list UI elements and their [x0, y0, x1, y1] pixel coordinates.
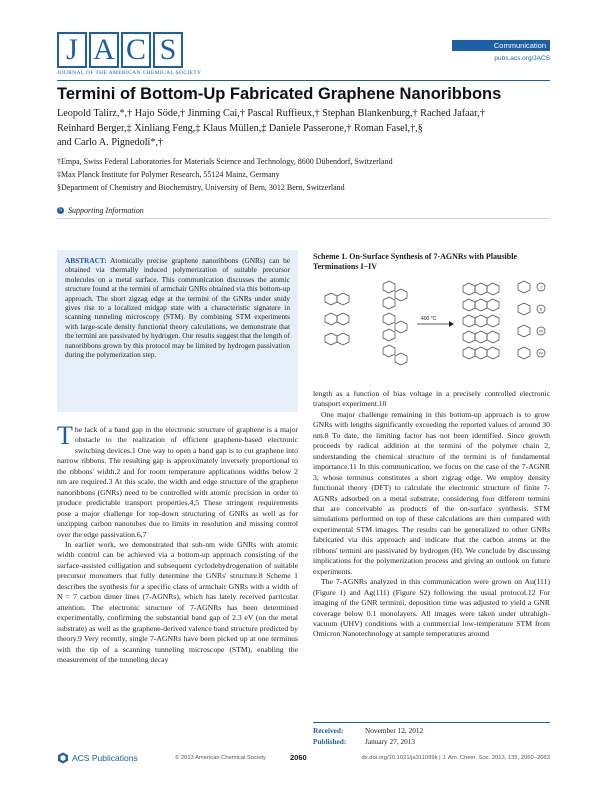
polymer-chain	[383, 281, 407, 365]
termination-label-i: I	[540, 284, 542, 290]
journal-name: JOURNAL OF THE AMERICAN CHEMICAL SOCIETY	[57, 70, 202, 76]
abstract-label: ABSTRACT:	[65, 256, 107, 265]
termination-label-iv: IV	[539, 350, 543, 356]
logo-letter-c: C	[121, 32, 151, 68]
published-label: Published:	[313, 736, 347, 746]
doi-citation[interactable]: dx.doi.org/10.1021/ja311099k | J. Am. Chem. Soc. 2013, 135, 2060−2063	[361, 755, 550, 761]
article-title: Termini of Bottom-Up Fabricated Graphene Nanoribbons	[57, 85, 502, 103]
termination-label-ii: II	[539, 306, 543, 312]
author-list	[57, 107, 550, 151]
paragraph: The lack of a band gap in the electronic structure of graphene is a major obstacle to the realization of efficient graphene-based electronic switching devices.1 One way to open a band gap is to cut graphene into narrow ribbons. The resulting gap is approximately inversely proportional to the ribbons' width,2 and for room temperature applications widths below 2 nm are required.3 At this scale, the width and edge structure of the graphene nanoribbons (GNRs) need to be controlled with atomic precision in order to produce predictable transport properties.4,5 These stringent requirements pose a major challenge for top-down structuring of GNRs as well as for unzipping carbon nanotubes due to limits in resolution and missing control over the edge passivation.6,7	[57, 421, 298, 539]
supporting-info-icon: S	[57, 207, 64, 214]
affiliation-bern: §Department of Chemistry and Biochemistry, University of Bern, 3012 Bern, Switzerland	[57, 183, 345, 192]
precursor-molecules	[325, 293, 349, 345]
paragraph: length as a function of bias voltage in a precisely controlled electronic transport experiment.10	[313, 389, 550, 409]
graphene-nanoribbon	[463, 283, 499, 359]
abstract-text: Atomically precise graphene nanoribbons (GNRs) can be obtained via thermally induced polymerization of suitable precursor molecules on a metal surface. This communication discusses the atomic structure found at the termini of armchair GNRs obtained via this bottom-up approach. The short zigzag edge at the termini of the GNRs under study gives rise to a localized midgap state with a characteristic signature in scanning tunneling microscopy (STM). By combining STM experiments with large-scale density functional theory calculations, we demonstrate that the termini are passivated by hydrogen. Our results suggest that the length of nanoribbons grown by this protocol may be limited by hydrogen passivation during the polymerization step.	[65, 256, 291, 360]
reaction-temperature: 400 °C	[421, 316, 437, 322]
logo-letter-s: S	[153, 32, 183, 68]
scheme-caption: Scheme 1. On-Surface Synthesis of 7-AGNRs with Plausible Terminations I−IV	[313, 252, 518, 272]
received-label: Received:	[313, 726, 344, 735]
publisher-name: ACS Publications	[72, 753, 138, 763]
supporting-information-link[interactable]	[57, 206, 144, 215]
drop-cap: T	[57, 421, 73, 450]
abstract-box	[57, 250, 298, 412]
author-line: Leopold Talirz,*,† Hajo Söde,† Jinming Cai,† Pascal Ruffieux,† Stephan Blankenburg,† Rached Jafaar,†	[57, 108, 485, 119]
header-rule	[57, 80, 550, 81]
author-line: and Carlo A. Pignedoli*,†	[57, 137, 164, 149]
logo-letter-a: A	[89, 32, 119, 68]
jacs-logo	[57, 32, 183, 68]
journal-url[interactable]: pubs.acs.org/JACS	[494, 55, 550, 62]
divider	[57, 218, 550, 219]
termination-label-iii: III	[539, 328, 543, 334]
supporting-info-label: Supporting Information	[68, 206, 144, 215]
paragraph: In earlier work, we demonstrated that sub-nm wide GNRs with atomic width control can be achieved via a bottom-up approach consisting of the surface-assisted colligation and subsequent cyclodehydrogenation of suitable precursor monomers that fully determine the GNRs' structure.8 Scheme 1 describes the synthesis for a specific class of armchair GNRs with a width of N = 7 carbon dimer lines (7-AGNRs), which has lately received particular attention. The electronic structure of 7-AGNRs has been determined experimentally, confirming the substantial band gap of 2.3 eV (on the metal substrate) as well as the graphene-derived valence band structure predicted by theory.9 Very recently, single 7-AGNRs have been picked up at one terminus with the tip of a scanning tunneling microscope (STM), enabling the measurement of the tunneling decay	[57, 539, 298, 664]
paragraph: The 7-AGNRs analyzed in this communication were grown on Au(111) (Figure 1) and Ag(111) (Figure S2) following the usual protocol.12 For imaging of the GNR terminii, deposition time was adjusted to yield a GNR coverage below 0.1 monolayers. All images were taken under ultrahigh-vacuum (UHV) conditions with a commercial low-temperature STM from Omicron Nanotechnology at sample temperatures around	[313, 577, 550, 639]
article-type-badge: Communication	[452, 40, 550, 51]
dates-rule	[313, 722, 550, 723]
body-column-right	[313, 389, 550, 640]
acs-publications-logo	[57, 752, 138, 764]
published-date: January 27, 2013	[365, 736, 416, 746]
page-number: 2060	[290, 753, 307, 762]
logo-letter-j: J	[57, 32, 87, 68]
author-line: Reinhard Berger,‡ Xinliang Feng,‡ Klaus Müllen,‡ Daniele Passerone,† Roman Fasel,†,§	[57, 122, 423, 134]
body-column-left	[57, 421, 298, 665]
affiliation-empa: †Empa, Swiss Federal Laboratories for Materials Science and Technology, 8600 Dübendorf, Switzerland	[57, 157, 393, 166]
publication-dates	[313, 726, 423, 747]
scheme-figure	[313, 276, 550, 376]
paragraph: One major challenge remaining in this bottom-up approach is to grow GNRs with lengths significantly exceeding the reported values of around 30 nm.8 To date, the limiting factor has not been identified. Since growth proceeds by radical addition at the termini of the polymer chain 2, understanding the chemical structure of the termini is of fundamental importance.11 In this communication, we focus on the case of the 7-AGNR 3, whose terminus constitutes a short zigzag edge. We employ density functional theory (DFT) to calculate the electronic structure of finite 7-AGNRs adsorbed on a metal substrate, considering four different termini that are conceivable as products of the on-surface synthesis. STM simulations performed on top of these calculations are then compared with experimental STM images. The results can be generalized to other GNRs fabricated via this approach and indicate that the carbon atoms at the ribbons' termini are passivated by hydrogen (H). We conclude by discussing implications for the polymerization process and giving an outlook on future experiments.	[313, 409, 550, 576]
affiliation-mpip: ‡Max Planck Institute for Polymer Research, 55124 Mainz, Germany	[57, 170, 280, 179]
termination-structures	[518, 281, 545, 359]
copyright: © 2013 American Chemical Society	[175, 755, 266, 761]
received-date: November 12, 2012	[365, 726, 424, 735]
arrow-head	[449, 321, 454, 327]
acs-hexagon-icon	[57, 752, 69, 764]
